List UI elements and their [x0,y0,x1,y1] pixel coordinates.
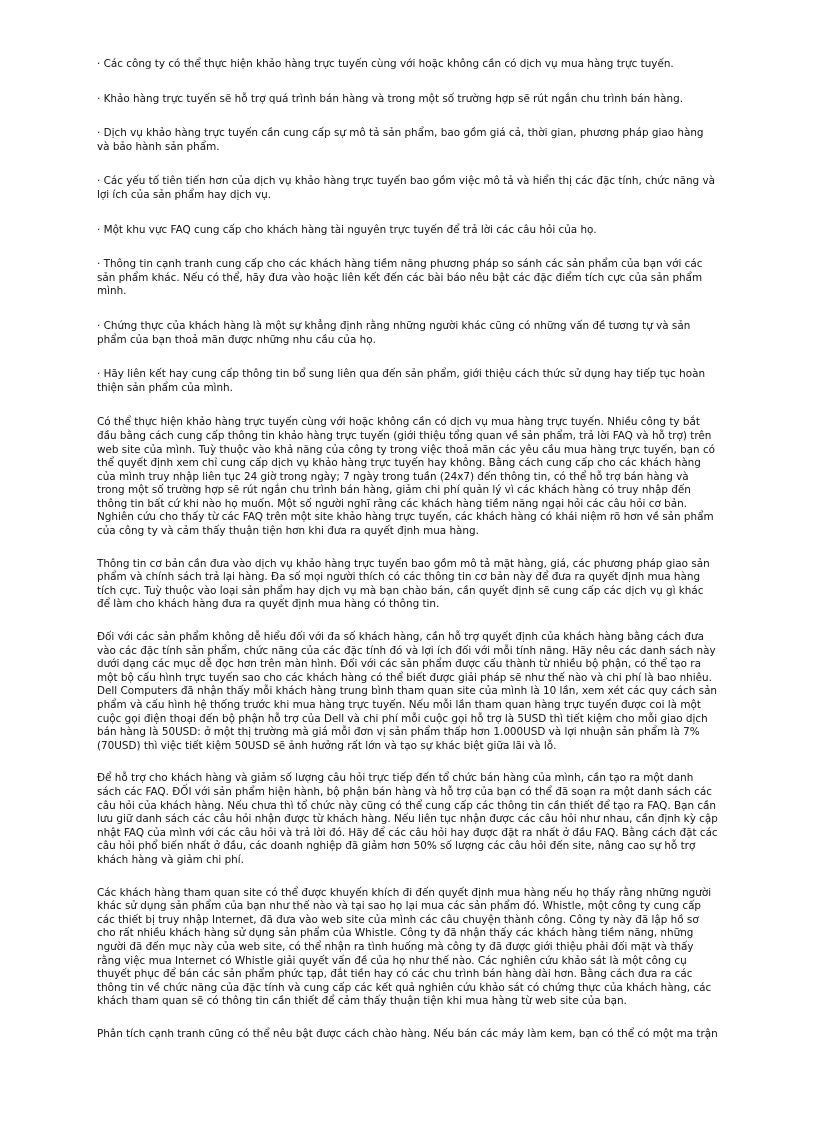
bullet-item: · Dịch vụ khảo hàng trực tuyến cần cung cấp sự mô tả sản phẩm, bao gồm giá cả, thời gian, phương pháp giao hàng và bảo hành sản phẩm. [97,127,704,153]
document-page [97,58,719,1060]
bullet-item: · Chứng thực của khách hàng là một sự khẳng định rằng những người khác cũng có những vấn đề tương tự và sản phẩm của bạn thoả mãn được những nhu cầu của họ. [97,319,691,346]
body-paragraph: Thông tin cơ bản cần đưa vào dịch vụ khảo hàng trực tuyến bao gồm mô tả mặt hàng, giá, các phương pháp giao sản phẩm và chính sách trả lại hàng. Đa số mọi người thích có các thông tin cơ bản này để đưa ra quyết định mua hàng tích cực. Tuỳ thuộc vào loại sản phẩm hay dịch vụ mà bạn chào bán, cần quyết định sẽ cung cấp các dịch vụ gì khác để làm cho khách hàng đưa ra quyết định mua hàng có thông tin. [97,557,710,611]
body-paragraph: Có thể thực hiện khảo hàng trực tuyến cùng với hoặc không cần có dịch vụ mua hàng trực tuyến. Nhiều công ty bắt đầu bằng cách cung cấp thông tin khảo hàng trực tuyến (giới thiệu tổng quan về sản phẩm, trả lời FAQ và hỗ trợ) trên web site của mình. Tuỳ thuộc vào khả năng của công ty trong việc thoả mãn các yêu cầu mua hàng trực tuyến, bạn có thể quyết định xem chỉ cung cấp dịch vụ khảo hàng trực tuyến hay không. Bằng cách cung cấp cho các khách hàng của mình truy nhập liên tục 24 giờ trong ngày; 7 ngày trong tuần (24x7) đến thông tin, có thể hỗ trợ bán hàng và trong một số trường hợp sẽ rút ngắn chu trình bán hàng, giảm chi phí quản lý vì các khách hàng có truy nhập đến thông tin bất cứ khi nào họ muốn. Một số người nghĩ rằng các khách hàng tiềm năng ngại hỏi các câu hỏi cơ bản. Nghiên cứu cho thấy từ các FAQ trên một site khảo hàng trực tuyến, các khách hàng có khái niệm rõ hơn về sản phẩm của công ty và cảm thấy thuận tiện hơn khi đưa ra quyết định mua hàng. [97,416,716,538]
bullet-item: · Các yếu tố tiên tiến hơn của dịch vụ khảo hàng trực tuyến bao gồm việc mô tả và hiển thị các đặc tính, chức năng và lợi ích của sản phẩm hay dịch vụ. [97,175,715,201]
body-paragraph: Đối với các sản phẩm không dễ hiểu đối với đa số khách hàng, cần hỗ trợ quyết định của khách hàng bằng cách đưa vào các đặc tính sản phẩm, chức năng của các đặc tính đó và lợi ích đối với mỗi tính năng. Hãy nêu các danh sách này dưới dạng các mục dễ đọc hơn trên màn hình. Đối với các sản phẩm được cấu thành từ nhiều bộ phận, có thể tạo ra một bộ cấu hình trực tuyến sao cho các khách hàng có thể biết được giải pháp sẽ như thế nào và chi phí là bao nhiêu. Dell Computers đã nhận thấy mỗi khách hàng trung bình tham quan site của mình là 10 lần, xem xét các quy cách sản phẩm và cấu hình hệ thống trước khi mua hàng trực tuyến. Nếu mỗi lần tham quan hàng trực tuyến được coi là một cuộc gọi điện thoại đến bộ phận hỗ trợ của Dell và chi phí mỗi cuộc gọi hỗ trợ là 5USD thì tiết kiệm cho mỗi giao dịch bán hàng là 50USD: ở một thị trường mà giá mỗi đơn vị sản phẩm thấp hơn 1.000USD và lợi nhuận sản phẩm là 7% (70USD) thì việc tiết kiệm 50USD sẽ ảnh hưởng rất lớn và tạo sự khác biệt giữa lãi và lỗ. [97,631,718,752]
body-paragraph: Phân tích cạnh tranh cũng có thể nêu bật được cách chào hàng. Nếu bán các máy làm kem, bạn có thể có một ma trận [97,1027,718,1040]
bullet-item: · Các công ty có thể thực hiện khảo hàng trực tuyến cùng với hoặc không cần có dịch vụ mua hàng trực tuyến. [97,58,674,70]
body-paragraph: Để hỗ trợ cho khách hàng và giảm số lượng câu hỏi trực tiếp đến tổ chức bán hàng của mình, cần tạo ra một danh sách các FAQ. ĐỐI với sản phẩm hiện hành, bộ phận bán hàng và hỗ trợ của bạn có thể đã soạn ra một danh sách các câu hỏi của khách hàng. Nếu chưa thì tổ chức này cũng có thể cung cấp các thông tin cần thiết để tạo ra FAQ. Bạn cần lưu giữ danh sách các câu hỏi nhận được từ khách hàng. Nếu liên tục nhận được các câu hỏi như nhau, cần định kỳ cập nhật FAQ của mình với các câu hỏi và trả lời đó. Hãy để các câu hỏi hay được đặt ra nhất ở đầu FAQ. Bằng cách đặt các câu hỏi phổ biến nhất ở đầu, các doanh nghiệp đã giảm hơn 50% số lượng các câu hỏi đến site, nâng cao sự hỗ trợ khách hàng và giảm chi phí. [97,772,718,866]
bullet-item: · Hãy liên kết hay cung cấp thông tin bổ sung liên qua đến sản phẩm, giới thiệu cách thức sử dụng hay tiếp tục hoàn thiện sản phẩm của mình. [97,368,706,394]
body-paragraph: Các khách hàng tham quan site có thể được khuyến khích đi đến quyết định mua hàng nếu họ thấy rằng những người khác sử dụng sản phẩm của bạn như thế nào và tại sao họ lại mua các sản phẩm đó. Whistle, một công ty cung cấp các thiết bị truy nhập Internet, đã đưa vào web site của mình các câu chuyện thành công. Công ty này đã lập hồ sơ cho rất nhiều khách hàng sử dụng sản phẩm của Whistle. Công ty đã nhận thấy các khách hàng tiềm năng, những người đã đến mục này của web site, có thể nhận ra tình huống mà công ty đã được giới thiệu phải đối mặt và thấy rằng việc mua Internet có Whistle giải quyết vấn đề của họ như thế nào. Các nghiên cứu khảo sát là một công cụ thuyết phục để bán các sản phẩm phức tạp, đắt tiền hay có các chu trình bán hàng dài hơn. Bằng cách đưa ra các thông tin về chức năng của đặc tính và cung cấp các kết quả nghiên cứu khảo sát có chứng thực của khách hàng, các khách tham quan sẽ có thông tin cần thiết để cảm thấy thuận tiện khi mua hàng từ web site của bạn. [97,886,712,1008]
bullet-item: · Thông tin cạnh tranh cung cấp cho các khách hàng tiềm năng phương pháp so sánh các sản phẩm của bạn với các sản phẩm khác. Nếu có thể, hãy đưa vào hoặc liên kết đến các bài báo nêu bật các đặc điểm tích cực của sản phẩm mình. [97,258,703,298]
bullet-item: · Khảo hàng trực tuyến sẽ hỗ trợ quá trình bán hàng và trong một số trường hợp sẽ rút ngắn chu trình bán hàng. [97,92,683,105]
bullet-item: · Một khu vực FAQ cung cấp cho khách hàng tài nguyên trực tuyến để trả lời các câu hỏi của họ. [97,223,597,236]
